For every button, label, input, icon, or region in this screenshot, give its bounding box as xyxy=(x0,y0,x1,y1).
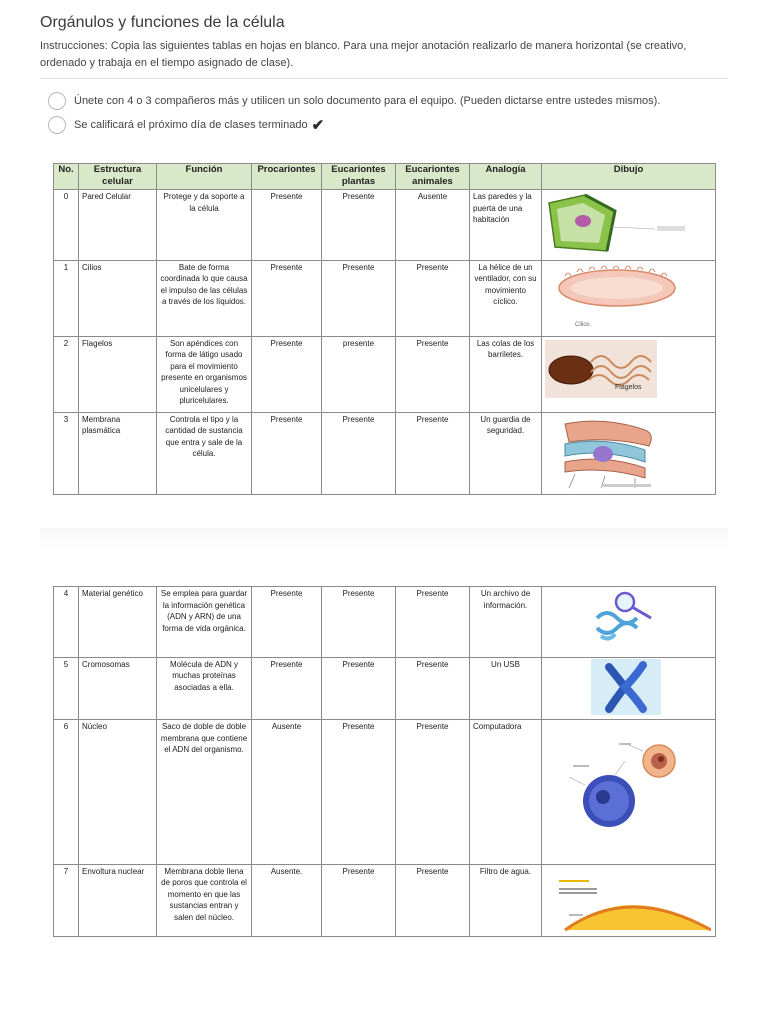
table-row xyxy=(54,336,716,412)
header-no: No. xyxy=(54,164,79,190)
cell-dibujo xyxy=(542,260,716,336)
nucleus-image xyxy=(545,721,711,859)
cell-estructura: Cromosomas xyxy=(79,657,157,720)
header-analogia: Analogía xyxy=(470,164,542,190)
cell-analogia: Filtro de agua. xyxy=(470,864,542,937)
check-mark-icon: ✔ xyxy=(311,117,325,134)
cell-plantas: Presente xyxy=(322,587,396,658)
table-header-row xyxy=(54,164,716,190)
cell-funcion: Se emplea para guardar la información genética (ADN y ARN) de una forma de vida orgánica. xyxy=(157,587,252,658)
cell-no: 6 xyxy=(54,720,79,865)
header-estructura: Estructura celular xyxy=(79,164,157,190)
cell-funcion: Saco de doble de doble membrana que contiene el ADN del organismo. xyxy=(157,720,252,865)
cell-no: 4 xyxy=(54,587,79,658)
cell-no: 3 xyxy=(54,412,79,495)
header-eucariontes-animales: Eucariontes animales xyxy=(396,164,470,190)
cell-dibujo xyxy=(542,587,716,658)
cell-plantas: Presente xyxy=(322,190,396,261)
header-eucariontes-plantas: Eucariontes plantas xyxy=(322,164,396,190)
table-row xyxy=(54,864,716,937)
cell-animales: Presente xyxy=(396,720,470,865)
cell-animales: Presente xyxy=(396,864,470,937)
cell-funcion: Controla el tipo y la cantidad de sustancia que entra y sale de la célula. xyxy=(157,412,252,495)
cell-procariontes: Ausente xyxy=(252,720,322,865)
cell-analogia: Computadora xyxy=(470,720,542,865)
chromosome-image xyxy=(545,659,711,715)
organelle-table-part-2 xyxy=(53,586,716,937)
task-checkbox[interactable] xyxy=(48,92,66,110)
task-text: Se calificará el próximo día de clases terminado xyxy=(74,119,308,131)
cell-plantas: Presente xyxy=(322,260,396,336)
cell-estructura: Pared Celular xyxy=(79,190,157,261)
cell-animales: Presente xyxy=(396,412,470,495)
dibujo-caption: Cilios xyxy=(575,321,590,328)
table-row xyxy=(54,720,716,865)
cell-funcion: Molécula de ADN y muchas proteínas asociadas a ella. xyxy=(157,657,252,720)
cell-no: 1 xyxy=(54,260,79,336)
cell-animales: Presente xyxy=(396,587,470,658)
cell-analogia: Un USB xyxy=(470,657,542,720)
cell-funcion: Bate de forma coordinada lo que causa el impulso de las células a través de los líquidos. xyxy=(157,260,252,336)
table-row xyxy=(54,587,716,658)
cell-animales: Ausente xyxy=(396,190,470,261)
cell-analogia: La hélice de un ventilador, con su movimiento cíclico. xyxy=(470,260,542,336)
table-row xyxy=(54,412,716,495)
cell-animales: Presente xyxy=(396,657,470,720)
cell-funcion: Son apéndices con forma de látigo usado para el movimiento presente en organismos unicelulares y pluricelulares. xyxy=(157,336,252,412)
page-title: Orgánulos y funciones de la célula xyxy=(40,14,285,31)
instructions-text: Instrucciones: Copia las siguientes tablas en hojas en blanco. Para una mejor anotación realizarlo de manera horizontal (se creativo, ordenado y trabaja en el tiempo asignado de clase). xyxy=(40,40,687,69)
cell-analogia: Las colas de los barriletes. xyxy=(470,336,542,412)
cell-analogia: Un archivo de información. xyxy=(470,587,542,658)
cell-no: 2 xyxy=(54,336,79,412)
page-break xyxy=(40,528,728,564)
cell-dibujo xyxy=(542,412,716,495)
cell-analogia: Un guardia de seguridad. xyxy=(470,412,542,495)
dna-magnifier-image xyxy=(545,588,711,652)
task-item-grade[interactable] xyxy=(48,116,324,134)
cell-analogia: Las paredes y la puerta de una habitación xyxy=(470,190,542,261)
cell-procariontes: Presente xyxy=(252,657,322,720)
table-row xyxy=(54,260,716,336)
cell-no: 0 xyxy=(54,190,79,261)
cell-estructura: Membrana plasmática xyxy=(79,412,157,495)
cell-estructura: Cilios xyxy=(79,260,157,336)
cell-dibujo xyxy=(542,864,716,937)
plant-cell-wall-image xyxy=(545,191,711,255)
cell-procariontes: Ausente. xyxy=(252,864,322,937)
nuclear-envelope-image xyxy=(545,866,711,932)
cell-procariontes: Presente xyxy=(252,412,322,495)
cell-procariontes: Presente xyxy=(252,260,322,336)
plasma-membrane-image xyxy=(545,414,711,490)
cell-plantas: Presente xyxy=(322,720,396,865)
cell-funcion: Membrana doble llena de poros que controla el momento en que las sustancias entran y salen del núcleo. xyxy=(157,864,252,937)
cell-dibujo xyxy=(542,190,716,261)
header-funcion: Función xyxy=(157,164,252,190)
cell-animales: Presente xyxy=(396,260,470,336)
cell-procariontes: Presente xyxy=(252,336,322,412)
header-divider xyxy=(40,78,728,79)
table-row xyxy=(54,657,716,720)
cell-plantas: presente xyxy=(322,336,396,412)
cell-procariontes: Presente xyxy=(252,190,322,261)
cell-plantas: Presente xyxy=(322,864,396,937)
cell-estructura: Flagelos xyxy=(79,336,157,412)
header-procariontes: Procariontes xyxy=(252,164,322,190)
cell-dibujo xyxy=(542,720,716,865)
header-dibujo: Dibujo xyxy=(542,164,716,190)
cell-no: 7 xyxy=(54,864,79,937)
cell-estructura: Núcleo xyxy=(79,720,157,865)
cell-funcion: Protege y da soporte a la célula xyxy=(157,190,252,261)
dibujo-caption: Flagelos xyxy=(615,383,642,391)
cell-estructura: Envoltura nuclear xyxy=(79,864,157,937)
table-row xyxy=(54,190,716,261)
cell-estructura: Material genético xyxy=(79,587,157,658)
cilia-cell-image xyxy=(545,262,711,322)
cell-dibujo xyxy=(542,657,716,720)
cell-dibujo xyxy=(542,336,716,412)
cell-plantas: Presente xyxy=(322,412,396,495)
cell-no: 5 xyxy=(54,657,79,720)
task-text: Únete con 4 o 3 compañeros más y utilicen un solo documento para el equipo. (Pueden dictarse entre ustedes mismos). xyxy=(74,95,661,107)
cell-plantas: Presente xyxy=(322,657,396,720)
cell-procariontes: Presente xyxy=(252,587,322,658)
task-item-team[interactable] xyxy=(48,92,660,110)
organelle-table-part-1 xyxy=(53,163,716,495)
cell-animales: Presente xyxy=(396,336,470,412)
task-checkbox[interactable] xyxy=(48,116,66,134)
